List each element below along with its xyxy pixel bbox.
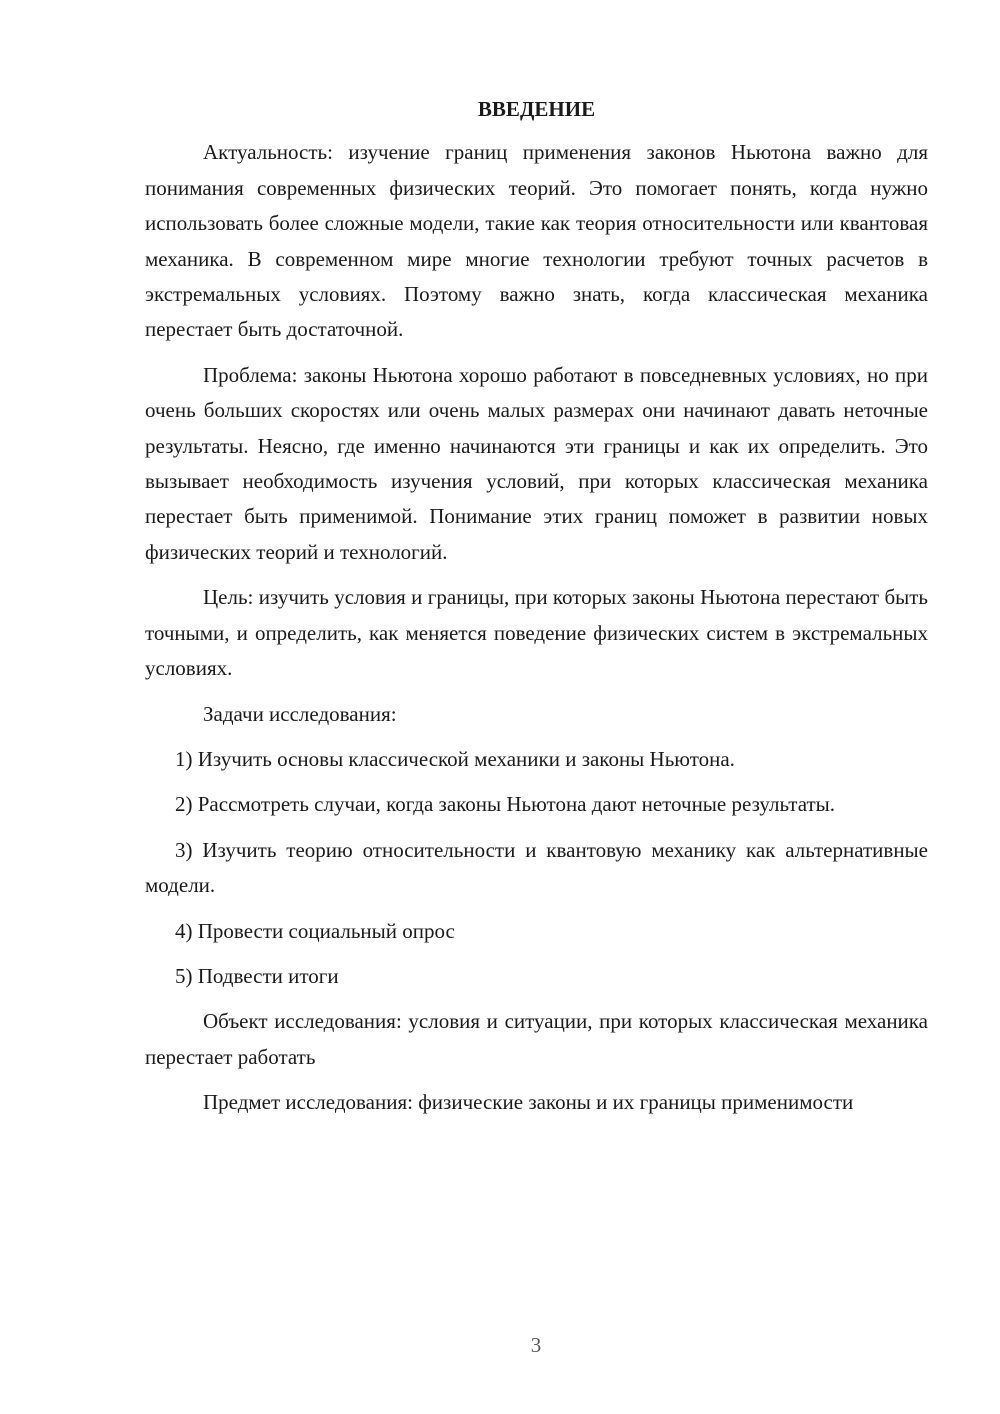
goal-paragraph: Цель: изучить условия и границы, при которых законы Ньютона перестают быть точными, и определить, как меняется поведение физических систем в экстремальных условиях. — [145, 585, 928, 681]
page-content — [145, 92, 928, 1121]
tasks-heading: Задачи исследования: — [203, 701, 397, 726]
task-item: 1) Изучить основы классической механики и законы Ньютона. — [175, 746, 735, 771]
page-number: 3 — [530, 1333, 542, 1357]
task-item: 5) Подвести итоги — [175, 963, 339, 988]
task-item: 2) Рассмотреть случаи, когда законы Ньютона дают неточные результаты. — [175, 792, 836, 817]
subject-paragraph: Предмет исследования: физические законы и их границы применимости — [203, 1090, 854, 1115]
task-item: 4) Провести социальный опрос — [175, 918, 455, 943]
relevance-paragraph: Актуальность: изучение границ применения законов Ньютона важно для понимания современных физических теорий. Это помогает понять, когда нужно использовать более сложные модели, такие как теория относительности или квантовая механика. В современном мире многие технологии требуют точных расчетов в экстремальных условиях. Поэтому важно знать, когда классическая механика перестает быть достаточной. — [145, 140, 928, 342]
section-title: ВВЕДЕНИЕ — [477, 97, 596, 121]
object-paragraph: Объект исследования: условия и ситуации, при которых классическая механика перестает работать — [145, 1009, 928, 1069]
task-item: 3) Изучить теорию относительности и квантовую механику как альтернативные модели. — [145, 837, 928, 898]
problem-paragraph: Проблема: законы Ньютона хорошо работают в повседневных условиях, но при очень больших скоростях или очень малых размерах они начинают давать неточные результаты. Неясно, где именно начинаются эти границы и как их определить. Это вызывает необходимость изучения условий, при которых классическая механика перестает быть применимой. Понимание этих границ поможет в развитии новых физических теорий и технологий. — [145, 362, 928, 564]
